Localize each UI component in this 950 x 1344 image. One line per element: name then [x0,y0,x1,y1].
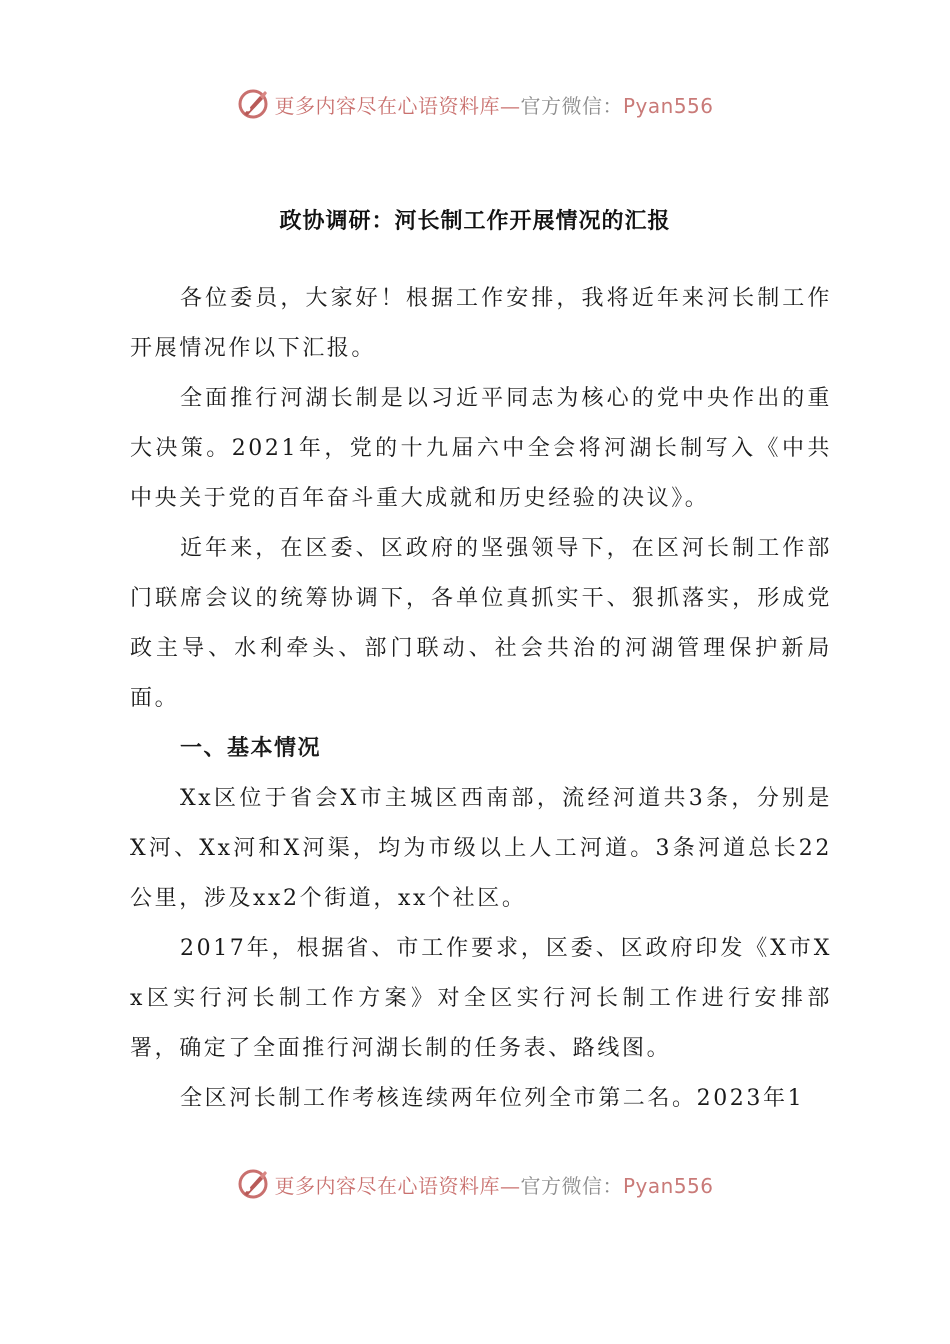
paragraph: 全区河长制工作考核连续两年位列全市第二名。2023年1 [180,1086,805,1111]
paragraph: Xx区位于省会X市主城区西南部，流经河道共3条，分别是X河、Xx河和X河渠，均为市级以上人工河道。3条河道总长22公里，涉及xx2个街道，xx个社区。 [130,786,832,911]
document-title: 政协调研：河长制工作开展情况的汇报 [279,209,671,234]
header-banner [0,84,950,124]
banner-dash: — [499,1173,521,1198]
banner-main-text: 更多内容尽在心语资料库 [274,93,500,118]
banner-main-text: 更多内容尽在心语资料库 [274,1173,500,1198]
banner-text [274,90,713,119]
banner-wechat-id: Pyan556 [622,93,714,118]
banner-dash: — [499,93,521,118]
paragraph: 2017年，根据省、市工作要求，区委、区政府印发《X市Xx区实行河长制工作方案》对全区实行河长制工作进行安排部署，确定了全面推行河湖长制的任务表、路线图。 [130,936,832,1061]
paragraph: 全面推行河湖长制是以习近平同志为核心的党中央作出的重大决策。2021年，党的十九届六中全会将河湖长制写入《中共中央关于党的百年奋斗重大成就和历史经验的决议》。 [130,386,832,511]
banner-text [274,1170,713,1199]
banner-official-label: 官方微信： [520,1173,623,1198]
footer-banner [0,1164,950,1204]
paragraph: 各位委员，大家好！根据工作安排，我将近年来河长制工作开展情况作以下汇报。 [130,286,832,361]
pen-logo-icon [236,87,270,121]
pen-logo-icon [236,1167,270,1201]
banner-wechat-id: Pyan556 [622,1173,714,1198]
paragraph: 近年来，在区委、区政府的坚强领导下，在区河长制工作部门联席会议的统筹协调下，各单位真抓实干、狠抓落实，形成党政主导、水利牵头、部门联动、社会共治的河湖管理保护新局面。 [130,536,832,711]
banner-official-label: 官方微信： [520,93,623,118]
section-heading: 一、基本情况 [180,736,322,761]
document-body [130,274,832,1124]
